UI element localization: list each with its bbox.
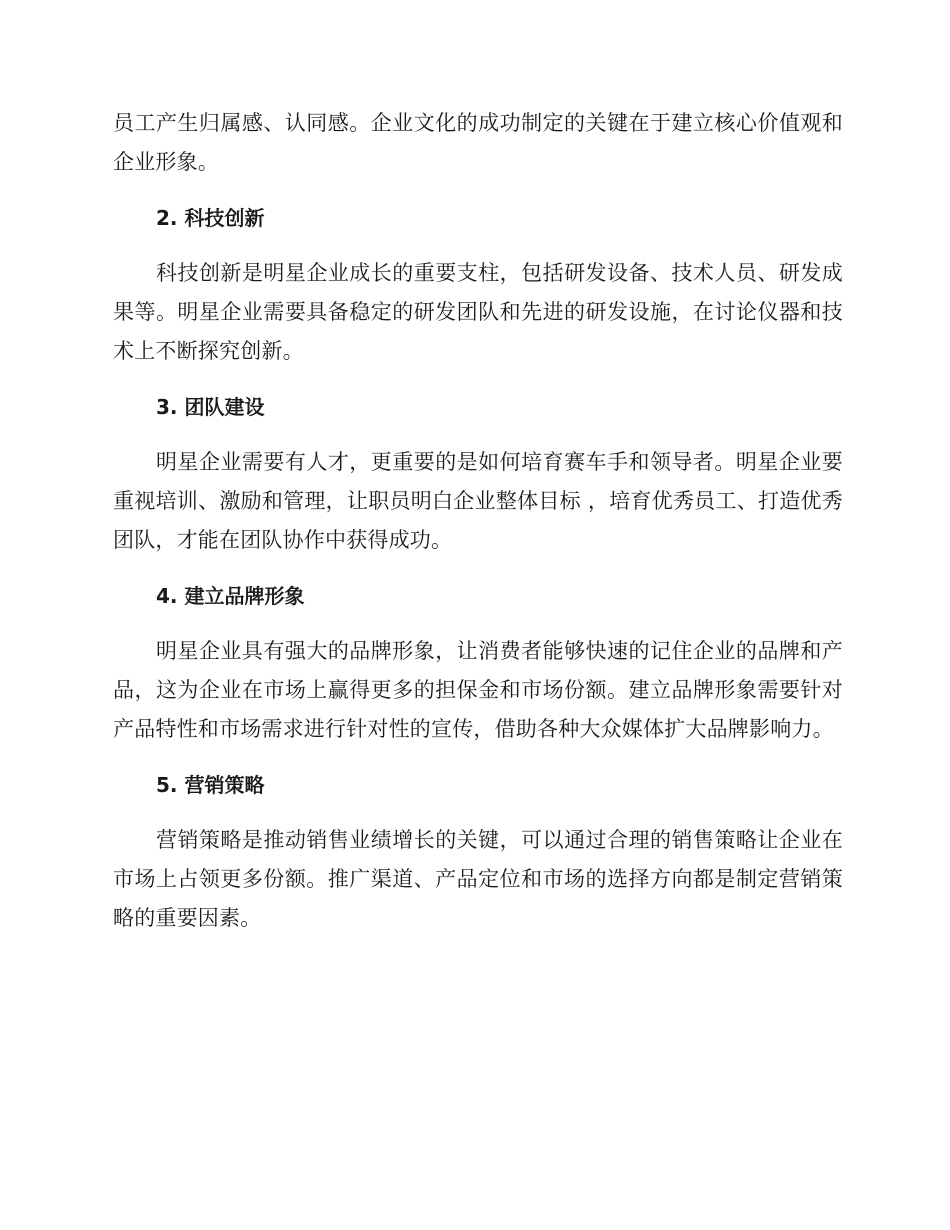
spacer <box>113 749 843 766</box>
section-heading-brand-image: 4. 建立品牌形象 <box>156 584 305 608</box>
spacer <box>113 371 843 388</box>
section-heading-team-building: 3. 团队建设 <box>156 395 265 419</box>
spacer <box>113 182 843 199</box>
spacer <box>113 427 843 443</box>
spacer <box>113 238 843 254</box>
section-body-brand-image: 明星企业具有强大的品牌形象，让消费者能够快速的记住企业的品牌和产品，这为企业在市场上赢得更多的担保金和市场份额。建立品牌形象需要针对产品特性和市场需求进行针对性的宣传，借助各种大众媒体扩大品牌影响力。 <box>113 639 843 741</box>
section-heading-tech-innovation: 2. 科技创新 <box>156 206 265 230</box>
document-page <box>113 104 843 938</box>
spacer <box>113 560 843 577</box>
section-body-team-building: 明星企业需要有人才，更重要的是如何培育赛车手和领导者。明星企业要重视培训、激励和管理，让职员明白企业整体目标 ，培育优秀员工、打造优秀团队，才能在团队协作中获得成功。 <box>113 450 843 552</box>
section-body-marketing-strategy: 营销策略是推动销售业绩增长的关键，可以通过合理的销售策略让企业在市场上占领更多份额。推广渠道、产品定位和市场的选择方向都是制定营销策略的重要因素。 <box>113 828 843 930</box>
section-heading-marketing-strategy: 5. 营销策略 <box>156 773 265 797</box>
spacer <box>113 616 843 632</box>
spacer <box>113 805 843 821</box>
section-body-tech-innovation: 科技创新是明星企业成长的重要支柱，包括研发设备、技术人员、研发成果等。明星企业需要具备稳定的研发团队和先进的研发设施，在讨论仪器和技术上不断探究创新。 <box>113 261 843 363</box>
continued-paragraph: 员工产生归属感、认同感。企业文化的成功制定的关键在于建立核心价值观和企业形象。 <box>113 111 843 174</box>
